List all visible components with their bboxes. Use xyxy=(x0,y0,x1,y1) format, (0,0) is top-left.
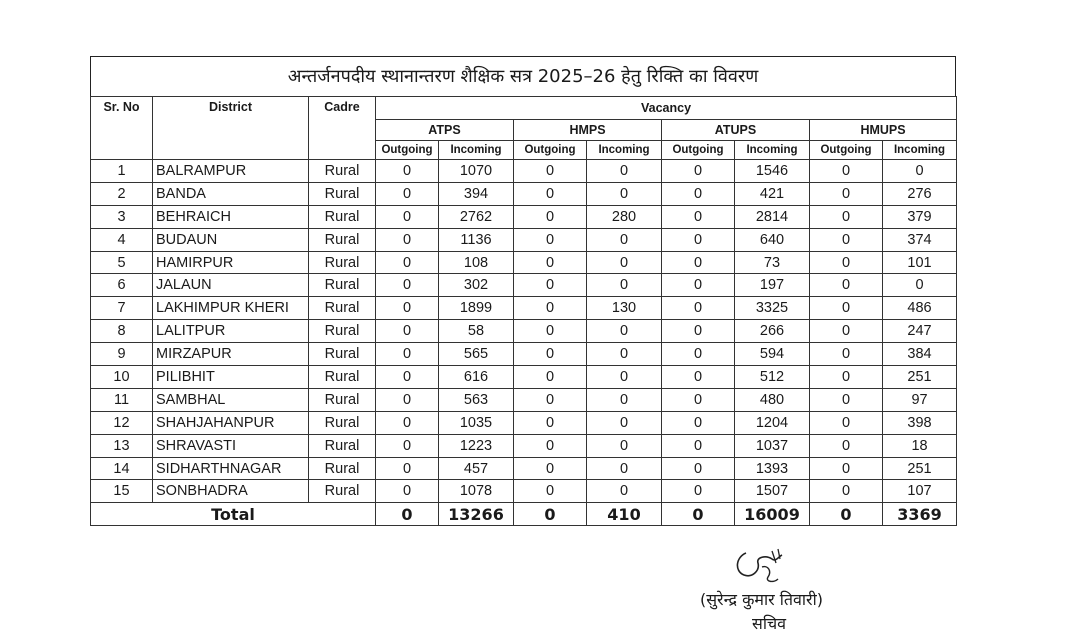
signatory-name: (सुरेन्द्र कुमार तिवारी) xyxy=(700,590,823,609)
vacancy-cell: 0 xyxy=(587,228,662,251)
header-cadre: Cadre xyxy=(309,97,376,160)
vacancy-cell: 0 xyxy=(376,411,439,434)
vacancy-cell: 1393 xyxy=(735,457,810,480)
vacancy-cell: 398 xyxy=(883,411,957,434)
vacancy-cell: 0 xyxy=(587,320,662,343)
vacancy-cell: 0 xyxy=(662,205,735,228)
vacancy-cell: 0 xyxy=(587,274,662,297)
table-row xyxy=(91,343,957,366)
district-cell: SHRAVASTI xyxy=(153,434,309,457)
vacancy-cell: 0 xyxy=(883,160,957,183)
vacancy-cell: 0 xyxy=(376,434,439,457)
table-body xyxy=(91,160,957,503)
vacancy-cell: 73 xyxy=(735,251,810,274)
cadre-cell: Rural xyxy=(309,457,376,480)
vacancy-cell: 0 xyxy=(376,274,439,297)
vacancy-cell: 0 xyxy=(662,411,735,434)
district-cell: SAMBHAL xyxy=(153,388,309,411)
district-cell: LALITPUR xyxy=(153,320,309,343)
sr-no-cell: 3 xyxy=(91,205,153,228)
district-cell: SHAHJAHANPUR xyxy=(153,411,309,434)
vacancy-cell: 302 xyxy=(439,274,514,297)
vacancy-cell: 0 xyxy=(662,228,735,251)
vacancy-cell: 512 xyxy=(735,366,810,389)
vacancy-cell: 616 xyxy=(439,366,514,389)
vacancy-cell: 0 xyxy=(810,182,883,205)
document-title: अन्तर्जनपदीय स्थानान्तरण शैक्षिक सत्र 2025–26 हेतु रिक्ति का विवरण xyxy=(90,56,956,96)
table-row xyxy=(91,388,957,411)
cadre-cell: Rural xyxy=(309,297,376,320)
table-row xyxy=(91,457,957,480)
vacancy-cell: 1035 xyxy=(439,411,514,434)
district-cell: HAMIRPUR xyxy=(153,251,309,274)
vacancy-cell: 1546 xyxy=(735,160,810,183)
district-cell: BEHRAICH xyxy=(153,205,309,228)
vacancy-cell: 251 xyxy=(883,366,957,389)
vacancy-cell: 1223 xyxy=(439,434,514,457)
sr-no-cell: 5 xyxy=(91,251,153,274)
total-cell: 13266 xyxy=(439,503,514,526)
vacancy-cell: 0 xyxy=(514,320,587,343)
cadre-cell: Rural xyxy=(309,205,376,228)
header-outgoing: Outgoing xyxy=(662,141,735,160)
vacancy-cell: 0 xyxy=(376,182,439,205)
vacancy-cell: 58 xyxy=(439,320,514,343)
sr-no-cell: 2 xyxy=(91,182,153,205)
vacancy-cell: 276 xyxy=(883,182,957,205)
vacancy-cell: 108 xyxy=(439,251,514,274)
vacancy-cell: 0 xyxy=(810,480,883,503)
table-row xyxy=(91,480,957,503)
vacancy-cell: 0 xyxy=(376,228,439,251)
vacancy-cell: 563 xyxy=(439,388,514,411)
vacancy-cell: 0 xyxy=(376,457,439,480)
vacancy-table xyxy=(90,96,957,526)
vacancy-cell: 251 xyxy=(883,457,957,480)
vacancy-cell: 0 xyxy=(376,320,439,343)
vacancy-cell: 640 xyxy=(735,228,810,251)
vacancy-cell: 0 xyxy=(662,366,735,389)
vacancy-cell: 0 xyxy=(810,251,883,274)
sr-no-cell: 7 xyxy=(91,297,153,320)
vacancy-cell: 266 xyxy=(735,320,810,343)
table-row xyxy=(91,228,957,251)
vacancy-cell: 0 xyxy=(514,182,587,205)
vacancy-cell: 0 xyxy=(810,228,883,251)
vacancy-cell: 101 xyxy=(883,251,957,274)
total-label: Total xyxy=(91,503,376,526)
vacancy-cell: 1070 xyxy=(439,160,514,183)
sr-no-cell: 12 xyxy=(91,411,153,434)
district-cell: LAKHIMPUR KHERI xyxy=(153,297,309,320)
district-cell: SIDHARTHNAGAR xyxy=(153,457,309,480)
sr-no-cell: 6 xyxy=(91,274,153,297)
district-cell: PILIBHIT xyxy=(153,366,309,389)
vacancy-cell: 0 xyxy=(376,388,439,411)
vacancy-cell: 0 xyxy=(810,434,883,457)
vacancy-cell: 480 xyxy=(735,388,810,411)
vacancy-cell: 0 xyxy=(810,160,883,183)
total-cell: 0 xyxy=(662,503,735,526)
header-outgoing: Outgoing xyxy=(810,141,883,160)
header-incoming: Incoming xyxy=(439,141,514,160)
vacancy-cell: 0 xyxy=(514,480,587,503)
vacancy-cell: 107 xyxy=(883,480,957,503)
sr-no-cell: 14 xyxy=(91,457,153,480)
vacancy-cell: 0 xyxy=(662,457,735,480)
table-row xyxy=(91,411,957,434)
vacancy-cell: 594 xyxy=(735,343,810,366)
vacancy-cell: 565 xyxy=(439,343,514,366)
table-row xyxy=(91,320,957,343)
vacancy-cell: 374 xyxy=(883,228,957,251)
cadre-cell: Rural xyxy=(309,320,376,343)
vacancy-cell: 0 xyxy=(810,297,883,320)
header-group-atups: ATUPS xyxy=(662,120,810,141)
cadre-cell: Rural xyxy=(309,343,376,366)
vacancy-cell: 0 xyxy=(514,160,587,183)
vacancy-cell: 486 xyxy=(883,297,957,320)
vacancy-cell: 0 xyxy=(662,388,735,411)
vacancy-cell: 0 xyxy=(810,274,883,297)
total-cell: 0 xyxy=(810,503,883,526)
cadre-cell: Rural xyxy=(309,228,376,251)
vacancy-cell: 1078 xyxy=(439,480,514,503)
cadre-cell: Rural xyxy=(309,160,376,183)
header-group-atps: ATPS xyxy=(376,120,514,141)
sr-no-cell: 11 xyxy=(91,388,153,411)
vacancy-cell: 0 xyxy=(662,320,735,343)
vacancy-cell: 0 xyxy=(587,160,662,183)
vacancy-cell: 0 xyxy=(514,434,587,457)
district-cell: BUDAUN xyxy=(153,228,309,251)
district-cell: SONBHADRA xyxy=(153,480,309,503)
sr-no-cell: 9 xyxy=(91,343,153,366)
cadre-cell: Rural xyxy=(309,480,376,503)
sr-no-cell: 13 xyxy=(91,434,153,457)
vacancy-cell: 0 xyxy=(587,457,662,480)
header-incoming: Incoming xyxy=(587,141,662,160)
vacancy-document xyxy=(90,56,956,526)
header-incoming: Incoming xyxy=(883,141,957,160)
vacancy-cell: 1507 xyxy=(735,480,810,503)
vacancy-cell: 0 xyxy=(587,411,662,434)
table-row xyxy=(91,160,957,183)
vacancy-cell: 0 xyxy=(514,388,587,411)
table-row xyxy=(91,182,957,205)
vacancy-cell: 97 xyxy=(883,388,957,411)
district-cell: JALAUN xyxy=(153,274,309,297)
vacancy-cell: 0 xyxy=(587,366,662,389)
vacancy-cell: 0 xyxy=(587,251,662,274)
vacancy-cell: 280 xyxy=(587,205,662,228)
vacancy-cell: 457 xyxy=(439,457,514,480)
total-cell: 16009 xyxy=(735,503,810,526)
header-group-hmps: HMPS xyxy=(514,120,662,141)
vacancy-cell: 0 xyxy=(662,160,735,183)
cadre-cell: Rural xyxy=(309,366,376,389)
vacancy-cell: 2762 xyxy=(439,205,514,228)
vacancy-cell: 0 xyxy=(376,480,439,503)
vacancy-cell: 0 xyxy=(376,251,439,274)
table-row xyxy=(91,205,957,228)
vacancy-cell: 0 xyxy=(376,205,439,228)
header-outgoing: Outgoing xyxy=(376,141,439,160)
vacancy-cell: 130 xyxy=(587,297,662,320)
total-cell: 410 xyxy=(587,503,662,526)
vacancy-cell: 0 xyxy=(514,343,587,366)
vacancy-cell: 1204 xyxy=(735,411,810,434)
vacancy-cell: 0 xyxy=(587,434,662,457)
total-cell: 3369 xyxy=(883,503,957,526)
vacancy-cell: 18 xyxy=(883,434,957,457)
vacancy-cell: 0 xyxy=(810,205,883,228)
cadre-cell: Rural xyxy=(309,434,376,457)
sr-no-cell: 10 xyxy=(91,366,153,389)
signatory-designation: सचिव xyxy=(752,614,787,633)
header-outgoing: Outgoing xyxy=(514,141,587,160)
vacancy-cell: 0 xyxy=(587,480,662,503)
vacancy-cell: 0 xyxy=(810,411,883,434)
vacancy-cell: 1136 xyxy=(439,228,514,251)
vacancy-cell: 2814 xyxy=(735,205,810,228)
table-row xyxy=(91,274,957,297)
cadre-cell: Rural xyxy=(309,274,376,297)
total-row xyxy=(91,503,957,526)
sr-no-cell: 8 xyxy=(91,320,153,343)
vacancy-cell: 0 xyxy=(514,228,587,251)
header-sr-no: Sr. No xyxy=(91,97,153,160)
district-cell: BANDA xyxy=(153,182,309,205)
vacancy-cell: 0 xyxy=(662,274,735,297)
cadre-cell: Rural xyxy=(309,251,376,274)
vacancy-cell: 0 xyxy=(376,366,439,389)
vacancy-cell: 0 xyxy=(587,343,662,366)
vacancy-cell: 1899 xyxy=(439,297,514,320)
vacancy-cell: 394 xyxy=(439,182,514,205)
district-cell: BALRAMPUR xyxy=(153,160,309,183)
sr-no-cell: 15 xyxy=(91,480,153,503)
vacancy-cell: 0 xyxy=(662,297,735,320)
total-cell: 0 xyxy=(514,503,587,526)
vacancy-cell: 0 xyxy=(514,366,587,389)
vacancy-cell: 0 xyxy=(376,160,439,183)
vacancy-cell: 0 xyxy=(883,274,957,297)
vacancy-cell: 0 xyxy=(514,411,587,434)
table-row xyxy=(91,297,957,320)
vacancy-cell: 0 xyxy=(810,366,883,389)
vacancy-cell: 1037 xyxy=(735,434,810,457)
vacancy-cell: 421 xyxy=(735,182,810,205)
vacancy-cell: 3325 xyxy=(735,297,810,320)
vacancy-cell: 0 xyxy=(376,297,439,320)
vacancy-cell: 0 xyxy=(662,343,735,366)
signature xyxy=(732,545,790,587)
total-cell: 0 xyxy=(376,503,439,526)
header-vacancy: Vacancy xyxy=(376,97,957,120)
vacancy-cell: 0 xyxy=(514,251,587,274)
vacancy-cell: 0 xyxy=(662,182,735,205)
vacancy-cell: 379 xyxy=(883,205,957,228)
vacancy-cell: 197 xyxy=(735,274,810,297)
vacancy-cell: 0 xyxy=(514,274,587,297)
table-row xyxy=(91,251,957,274)
vacancy-cell: 0 xyxy=(662,251,735,274)
district-cell: MIRZAPUR xyxy=(153,343,309,366)
table-row xyxy=(91,434,957,457)
vacancy-cell: 0 xyxy=(810,320,883,343)
vacancy-cell: 0 xyxy=(810,343,883,366)
vacancy-cell: 0 xyxy=(810,457,883,480)
vacancy-cell: 0 xyxy=(810,388,883,411)
vacancy-cell: 0 xyxy=(587,388,662,411)
vacancy-cell: 247 xyxy=(883,320,957,343)
cadre-cell: Rural xyxy=(309,388,376,411)
vacancy-cell: 0 xyxy=(376,343,439,366)
cadre-cell: Rural xyxy=(309,182,376,205)
vacancy-cell: 0 xyxy=(662,480,735,503)
vacancy-cell: 0 xyxy=(587,182,662,205)
vacancy-cell: 0 xyxy=(662,434,735,457)
vacancy-cell: 0 xyxy=(514,205,587,228)
vacancy-cell: 0 xyxy=(514,297,587,320)
header-incoming: Incoming xyxy=(735,141,810,160)
cadre-cell: Rural xyxy=(309,411,376,434)
table-row xyxy=(91,366,957,389)
header-district: District xyxy=(153,97,309,160)
vacancy-cell: 0 xyxy=(514,457,587,480)
sr-no-cell: 1 xyxy=(91,160,153,183)
vacancy-cell: 384 xyxy=(883,343,957,366)
header-group-hmups: HMUPS xyxy=(810,120,957,141)
sr-no-cell: 4 xyxy=(91,228,153,251)
